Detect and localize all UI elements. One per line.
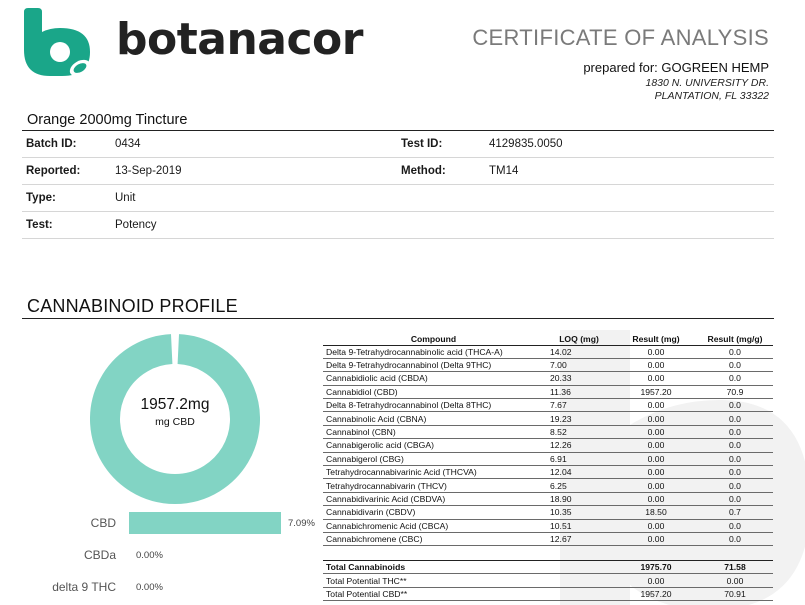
- table-cell: 0.0: [697, 358, 773, 371]
- reported-value: 13-Sep-2019: [115, 165, 182, 177]
- table-row: [323, 479, 773, 492]
- table-row: [323, 492, 773, 505]
- table-cell: 0.7: [697, 506, 773, 519]
- brand-name: botanacor: [116, 14, 363, 65]
- table-cell: 6.25: [543, 479, 615, 492]
- column-header: Result (mg): [615, 333, 697, 345]
- table-row: [323, 466, 773, 479]
- table-cell: 70.9: [697, 385, 773, 398]
- donut-value: 1957.2mg: [140, 396, 210, 413]
- total-cell: 1975.70: [615, 561, 697, 574]
- total-cell: Total Potential CBD**: [323, 587, 543, 600]
- table-cell: Cannabigerolic acid (CBGA): [323, 439, 543, 452]
- table-row: [323, 372, 773, 385]
- total-cell: 0.00: [697, 574, 773, 587]
- method-value: TM14: [489, 165, 519, 177]
- bar-pct-thc: 0.00%: [136, 582, 163, 593]
- table-cell: 19.23: [543, 412, 615, 425]
- table-cell: Cannabidivarin (CBDV): [323, 506, 543, 519]
- batch-label: Batch ID:: [26, 138, 77, 150]
- table-cell: 0.0: [697, 532, 773, 545]
- column-header: Result (mg/g): [697, 333, 773, 345]
- test-id-label: Test ID:: [401, 138, 443, 150]
- total-cell: 70.91: [697, 587, 773, 600]
- table-cell: Delta 9-Tetrahydrocannabinol (Delta 9THC): [323, 358, 543, 371]
- total-cell: 71.58: [697, 561, 773, 574]
- table-cell: 0.00: [615, 492, 697, 505]
- type-value: Unit: [115, 192, 136, 204]
- type-label: Type:: [26, 192, 56, 204]
- bar-label-cbd: CBD: [90, 516, 116, 530]
- total-cell: [543, 561, 615, 574]
- table-cell: 0.00: [615, 425, 697, 438]
- table-cell: 12.04: [543, 466, 615, 479]
- table-cell: 0.0: [697, 425, 773, 438]
- table-cell: Cannabidivarinic Acid (CBDVA): [323, 492, 543, 505]
- prepared-for: prepared for: GOGREEN HEMP: [583, 60, 769, 75]
- table-cell: 8.52: [543, 425, 615, 438]
- table-row: [323, 425, 773, 438]
- table-row: [323, 399, 773, 412]
- table-cell: 0.0: [697, 479, 773, 492]
- certificate-title: CERTIFICATE OF ANALYSIS: [472, 25, 769, 50]
- column-header: Compound: [323, 333, 543, 345]
- table-row: [323, 345, 773, 358]
- table-cell: 0.00: [615, 358, 697, 371]
- info-row-test: [22, 212, 774, 239]
- table-cell: Cannabinol (CBN): [323, 425, 543, 438]
- total-cell: 0.00: [615, 574, 697, 587]
- total-row: [323, 561, 773, 574]
- table-cell: 20.33: [543, 372, 615, 385]
- table-cell: 0.0: [697, 345, 773, 358]
- table-cell: 0.00: [615, 372, 697, 385]
- method-label: Method:: [401, 165, 446, 177]
- bar-pct-cbda: 0.00%: [136, 550, 163, 561]
- bar-cbd: [129, 512, 281, 534]
- table-cell: 10.35: [543, 506, 615, 519]
- cannabinoid-table: [323, 333, 773, 546]
- table-cell: 12.67: [543, 532, 615, 545]
- table-cell: 0.00: [615, 479, 697, 492]
- total-cell: Total Potential THC**: [323, 574, 543, 587]
- table-cell: Cannabidiol (CBD): [323, 385, 543, 398]
- address-line-1: 1830 N. UNIVERSITY DR.: [645, 77, 769, 89]
- table-cell: 0.0: [697, 452, 773, 465]
- column-header: LOQ (mg): [543, 333, 615, 345]
- table-cell: 12.26: [543, 439, 615, 452]
- table-cell: 0.00: [615, 412, 697, 425]
- table-cell: 18.50: [615, 506, 697, 519]
- section-title: CANNABINOID PROFILE: [27, 296, 238, 316]
- table-cell: 0.0: [697, 439, 773, 452]
- table-cell: 0.00: [615, 452, 697, 465]
- table-cell: 6.91: [543, 452, 615, 465]
- divider: [22, 318, 774, 319]
- table-cell: 0.00: [615, 399, 697, 412]
- table-cell: 0.00: [615, 439, 697, 452]
- table-cell: 1957.20: [615, 385, 697, 398]
- batch-value: 0434: [115, 138, 141, 150]
- table-row: [323, 506, 773, 519]
- table-cell: Cannabigerol (CBG): [323, 452, 543, 465]
- table-row: [323, 358, 773, 371]
- table-row: [323, 439, 773, 452]
- total-cell: [543, 587, 615, 600]
- table-cell: 10.51: [543, 519, 615, 532]
- table-cell: Tetrahydrocannabivarinic Acid (THCVA): [323, 466, 543, 479]
- table-cell: 11.36: [543, 385, 615, 398]
- donut-unit: mg CBD: [155, 416, 195, 428]
- total-cell: Total Cannabinoids: [323, 561, 543, 574]
- table-cell: Cannabinolic Acid (CBNA): [323, 412, 543, 425]
- table-row: [323, 385, 773, 398]
- table-row: [323, 452, 773, 465]
- total-cell: [543, 574, 615, 587]
- product-name: Orange 2000mg Tincture: [27, 112, 188, 128]
- table-cell: 0.00: [615, 532, 697, 545]
- total-cell: 1957.20: [615, 587, 697, 600]
- table-cell: 0.0: [697, 412, 773, 425]
- table-cell: Tetrahydrocannabivarin (THCV): [323, 479, 543, 492]
- total-row: [323, 587, 773, 600]
- table-cell: 0.0: [697, 519, 773, 532]
- table-cell: 14.02: [543, 345, 615, 358]
- info-row-batch: [22, 131, 774, 158]
- total-row: [323, 574, 773, 587]
- table-cell: Delta 9-Tetrahydrocannabinolic acid (THCA-A): [323, 345, 543, 358]
- test-label: Test:: [26, 219, 53, 231]
- table-cell: 0.00: [615, 345, 697, 358]
- table-cell: 0.0: [697, 372, 773, 385]
- test-value: Potency: [115, 219, 157, 231]
- reported-label: Reported:: [26, 165, 81, 177]
- table-row: [323, 532, 773, 545]
- table-row: [323, 519, 773, 532]
- table-cell: 18.90: [543, 492, 615, 505]
- botanacor-logo-icon: [22, 8, 92, 76]
- bar-pct-cbd: 7.09%: [288, 518, 315, 529]
- totals-table: [323, 560, 773, 601]
- table-cell: Cannabichromene (CBC): [323, 532, 543, 545]
- table-cell: 0.0: [697, 492, 773, 505]
- info-row-type: [22, 185, 774, 212]
- address-line-2: PLANTATION, FL 33322: [654, 90, 769, 102]
- test-id-value: 4129835.0050: [489, 138, 563, 150]
- bar-label-cbda: CBDa: [83, 548, 116, 562]
- table-cell: 0.00: [615, 466, 697, 479]
- table-cell: Cannabidiolic acid (CBDA): [323, 372, 543, 385]
- table-row: [323, 412, 773, 425]
- table-cell: 0.0: [697, 466, 773, 479]
- table-cell: Cannabichromenic Acid (CBCA): [323, 519, 543, 532]
- info-row-reported: [22, 158, 774, 185]
- table-cell: Delta 8-Tetrahydrocannabinol (Delta 8THC): [323, 399, 543, 412]
- bar-label-thc: delta 9 THC: [52, 580, 116, 594]
- table-cell: 7.67: [543, 399, 615, 412]
- table-cell: 0.00: [615, 519, 697, 532]
- table-header-row: [323, 333, 773, 345]
- table-cell: 0.0: [697, 399, 773, 412]
- table-cell: 7.00: [543, 358, 615, 371]
